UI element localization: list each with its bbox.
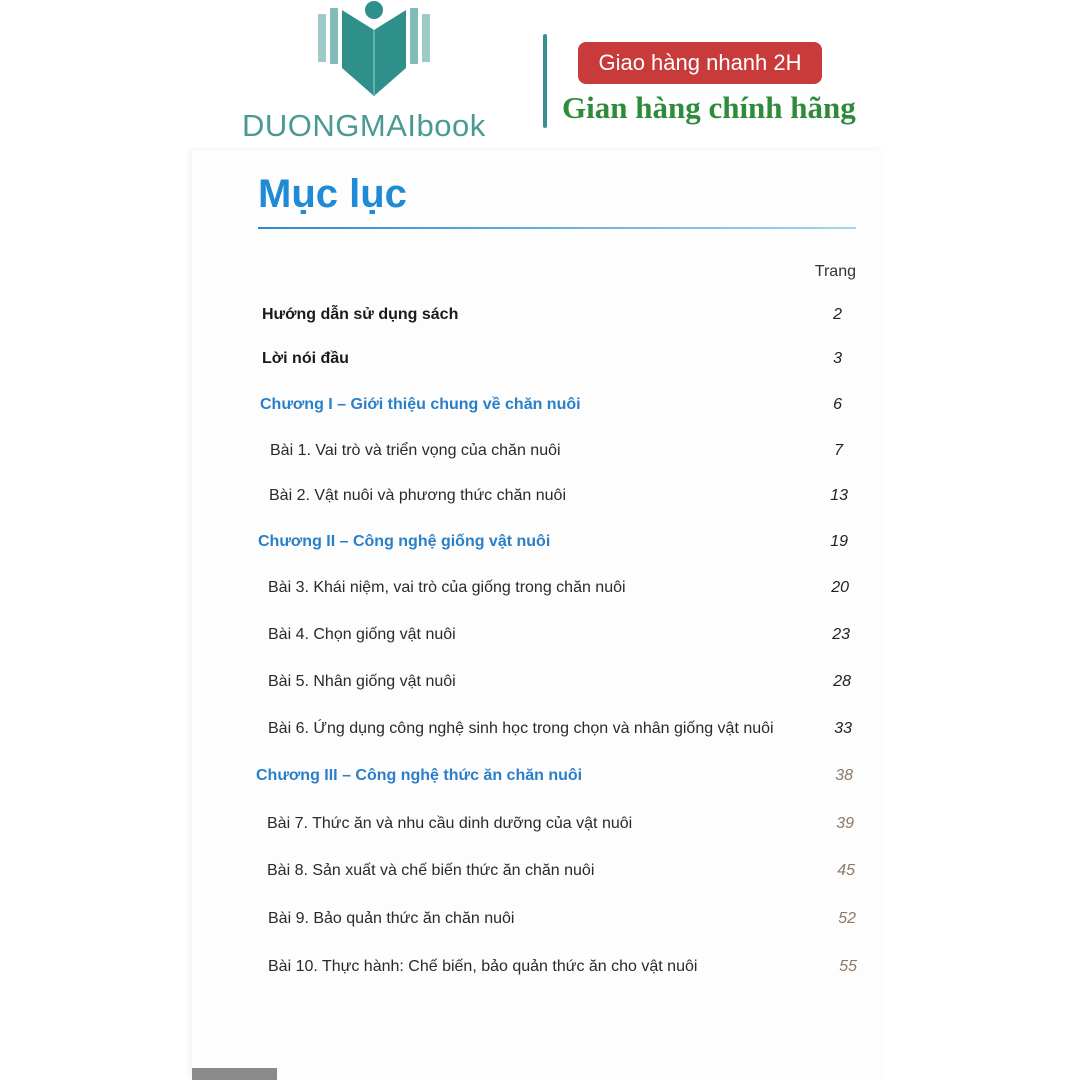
toc-entry-label: Bài 8. Sản xuất và chế biến thức ăn chăn nuôi xyxy=(267,862,595,879)
toc-entry-label: Chương II – Công nghệ giống vật nuôi xyxy=(258,533,551,550)
toc-row xyxy=(0,815,1080,841)
toc-entry-label: Bài 2. Vật nuôi và phương thức chăn nuôi xyxy=(269,487,566,504)
toc-entry-page: 38 xyxy=(835,767,853,784)
toc-entry-page: 13 xyxy=(830,487,848,504)
toc-chapter-row xyxy=(0,396,1080,422)
brand-name: DUONGMAIbook xyxy=(242,108,486,143)
toc-chapter-row xyxy=(0,533,1080,559)
toc-entry-label: Bài 10. Thực hành: Chế biến, bảo quản thức ăn cho vật nuôi xyxy=(268,958,698,975)
toc-entry-page: 55 xyxy=(839,958,857,975)
toc-entry-label: Lời nói đầu xyxy=(262,350,349,367)
toc-entry-page: 2 xyxy=(833,306,842,323)
toc-entry-page: 33 xyxy=(834,720,852,737)
toc-entry-page: 28 xyxy=(833,673,851,690)
toc-entry-label: Bài 3. Khái niệm, vai trò của giống trong chăn nuôi xyxy=(268,579,626,596)
header-divider xyxy=(543,34,547,128)
toc-entry-page: 39 xyxy=(836,815,854,832)
toc-entry-label: Chương III – Công nghệ thức ăn chăn nuôi xyxy=(256,767,583,784)
toc-entry-page: 20 xyxy=(831,579,849,596)
page-column-header: Trang xyxy=(814,263,856,280)
toc-entry-label: Bài 7. Thức ăn và nhu cầu dinh dưỡng của vật nuôi xyxy=(267,815,633,832)
toc-entry-label: Hướng dẫn sử dụng sách xyxy=(262,306,459,323)
toc-row xyxy=(0,442,1080,468)
toc-entry-label: Chương I – Giới thiệu chung về chăn nuôi xyxy=(260,396,581,413)
toc-row xyxy=(0,306,1080,332)
toc-entry-label: Bài 5. Nhân giống vật nuôi xyxy=(268,673,456,690)
toc-entry-label: Bài 1. Vai trò và triển vọng của chăn nuôi xyxy=(270,442,561,459)
toc-row xyxy=(0,720,1080,746)
toc-entry-page: 7 xyxy=(834,442,843,459)
toc-row xyxy=(0,626,1080,652)
toc-entry-page: 52 xyxy=(838,910,856,927)
toc-row xyxy=(0,350,1080,376)
toc-entry-page: 23 xyxy=(832,626,850,643)
toc-entry-page: 3 xyxy=(833,350,842,367)
toc-row xyxy=(0,958,1080,984)
toc-row xyxy=(0,487,1080,513)
official-store-label: Gian hàng chính hãng xyxy=(562,90,856,125)
toc-chapter-row xyxy=(0,767,1080,793)
toc-entry-label: Bài 4. Chọn giống vật nuôi xyxy=(268,626,456,643)
toc-entry-page: 19 xyxy=(830,533,848,550)
toc-entry-label: Bài 6. Ứng dụng công nghệ sinh học trong chọn và nhân giống vật nuôi xyxy=(268,720,774,737)
toc-row xyxy=(0,910,1080,936)
toc-row xyxy=(0,579,1080,605)
fast-shipping-badge: Giao hàng nhanh 2H xyxy=(578,42,822,84)
toc-row xyxy=(0,673,1080,699)
page-edge-shadow xyxy=(192,1068,277,1080)
toc-title-rule xyxy=(258,227,856,229)
toc-row xyxy=(0,862,1080,888)
toc-entry-page: 6 xyxy=(833,396,842,413)
toc-entry-page: 45 xyxy=(837,862,855,879)
toc-title: Mục lục xyxy=(258,172,407,216)
open-book-person-logo xyxy=(318,0,430,100)
toc-entry-label: Bài 9. Bảo quản thức ăn chăn nuôi xyxy=(268,910,515,927)
book-page xyxy=(192,150,882,1080)
